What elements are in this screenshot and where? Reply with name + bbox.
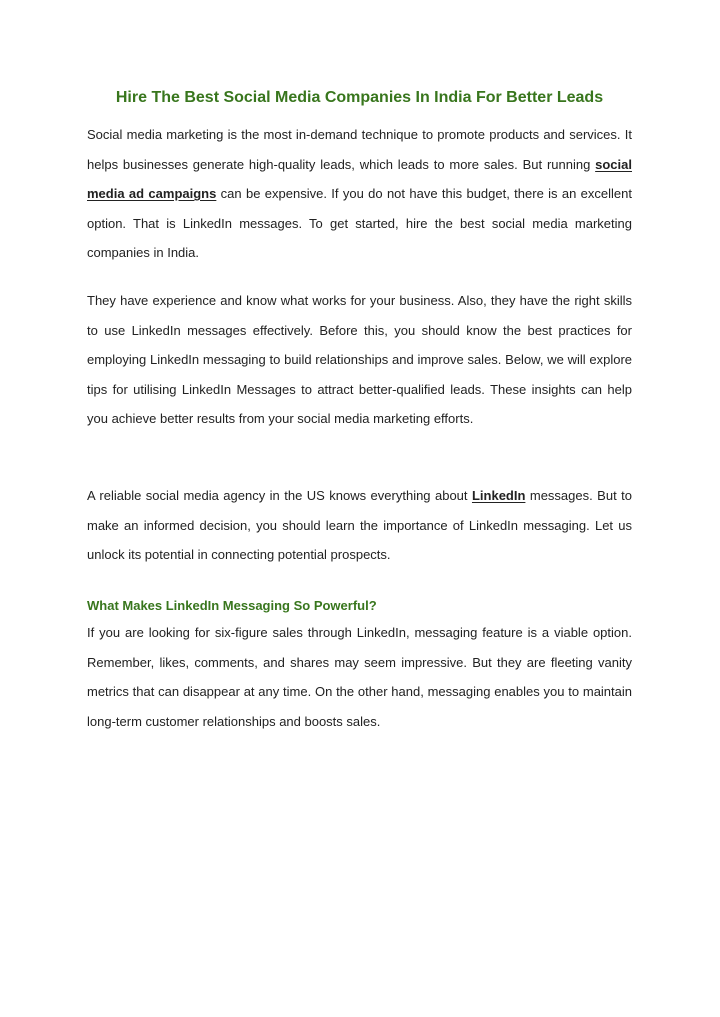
social-media-ad-campaigns-link[interactable]: social media ad campaigns bbox=[87, 156, 632, 202]
paragraph-agency-text-before: A reliable social media agency in the US knows everything about bbox=[87, 488, 472, 503]
paragraph-intro-text-before: Social media marketing is the most in-demand technique to promote products and services. It helps businesses generate high-quality leads, which leads to more sales. But running bbox=[87, 127, 632, 172]
paragraph-messaging: If you are looking for six-figure sales through LinkedIn, messaging feature is a viable option. Remember, likes, comments, and shares may seem impressive. But they are fleeting vanity metrics that can disappear at any time. On the other hand, messaging enables you to maintain long-term customer relationships and boosts sales. bbox=[87, 625, 632, 729]
document-title: Hire The Best Social Media Companies In India For Better Leads bbox=[115, 89, 604, 106]
paragraph-intro-text-after: can be expensive. If you do not have this budget, there is an excellent option. That is LinkedIn messages. To get started, hire the best social media marketing companies in India. bbox=[87, 186, 632, 261]
paragraph-experience: They have experience and know what works for your business. Also, they have the right skills to use LinkedIn messages effectively. Before this, you should know the best practices for employing LinkedIn messaging to build relationships and improve sales. Below, we will explore tips for utilising LinkedIn Messages to attract better-qualified leads. These insights can help you achieve better results from your social media marketing efforts. bbox=[87, 293, 632, 427]
linkedin-link[interactable]: LinkedIn bbox=[471, 488, 526, 503]
paragraph-agency bbox=[87, 481, 632, 570]
paragraph-agency-text-after: messages. But to make an informed decision, you should learn the importance of LinkedIn messaging. Let us unlock its potential in connecting potential prospects. bbox=[87, 488, 632, 563]
paragraph-intro bbox=[87, 120, 632, 268]
section-heading: What Makes LinkedIn Messaging So Powerful? bbox=[87, 598, 377, 613]
